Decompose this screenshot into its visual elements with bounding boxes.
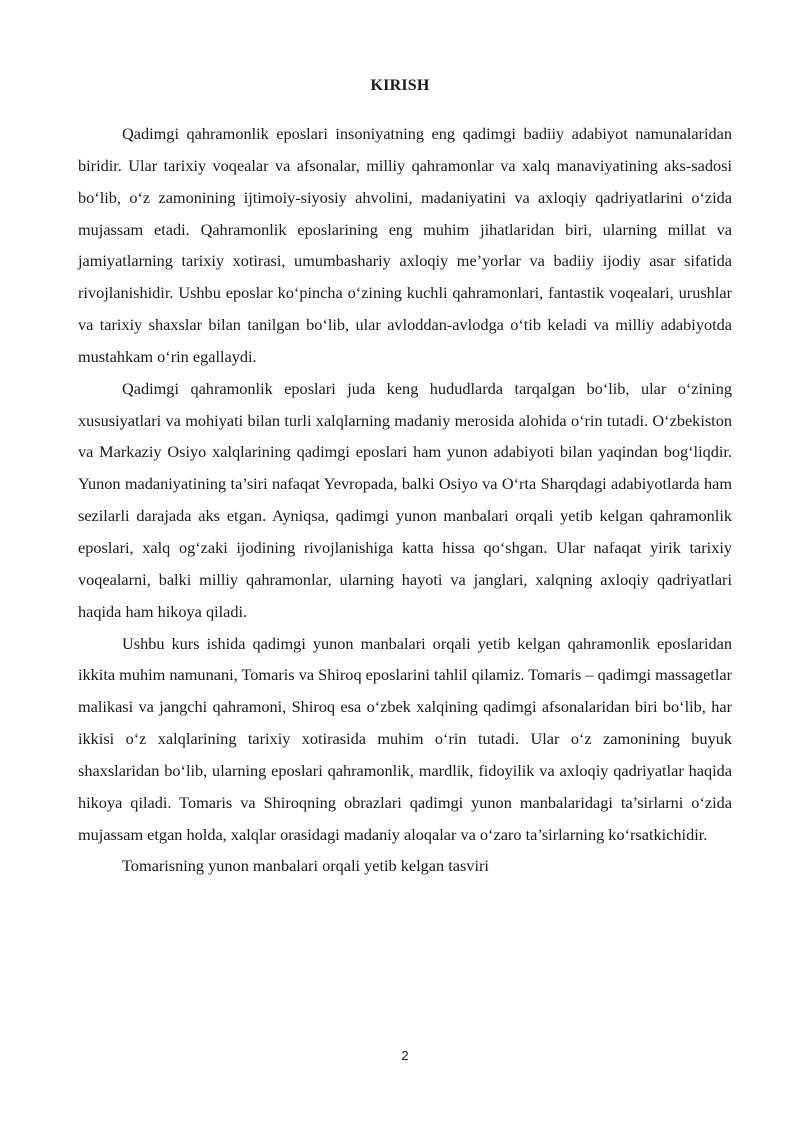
section-heading: KIRISH [370, 77, 430, 94]
paragraph-2: Qadimgi qahramonlik eposlari juda keng hududlarda tarqalgan bo‘lib, ular o‘zining xususiyatlari va mohiyati bilan turli xalqlarning madaniy merosida alohida o‘rin tutadi. O‘zbekiston va Markaziy Osiyo xalqlarining qadimgi eposlari ham yunon adabiyoti bilan yaqindan bog‘liqdir. Yunon madaniyatining ta’siri nafaqat Yevropada, balki Osiyo va O‘rta Sharqdagi adabiyotlarda ham sezilarli darajada aks etgan. Ayniqsa, qadimgi yunon manbalari orqali yetib kelgan qahramonlik eposlari, xalq og‘zaki ijodining rivojlanishiga katta hissa qo‘shgan. Ular nafaqat yirik tarixiy voqealarni, balki milliy qahramonlar, ularning hayoti va janglari, xalqning axloqiy qadriyatlari haqida ham hikoya qiladi. [78, 378, 732, 621]
paragraph-4: Tomarisning yunon manbalari orqali yetib kelgan tasviri [122, 856, 489, 876]
body-text [78, 118, 732, 882]
paragraph-3: Ushbu kurs ishida qadimgi yunon manbalari orqali yetib kelgan qahramonlik eposlaridan ikkita muhim namunani, Tomaris va Shiroq eposlarini tahlil qilamiz. Tomaris – qadimgi massagetlar malikasi va jangchi qahramoni, Shiroq esa o‘zbek xalqining qadimgi afsonalaridan biri bo‘lib, har ikkisi o‘z xalqlarining tarixiy xotirasida muhim o‘rin tutadi. Ular o‘z zamonining buyuk shaxslaridan bo‘lib, ularning eposlari qahramonlik, mardlik, fidoyilik va axloqiy qadriyatlar haqida hikoya qiladi. Tomaris va Shiroqning obrazlari qadimgi yunon manbalaridagi ta’sirlarni o‘zida mujassam etgan holda, xalqlar orasidagi madaniy aloqalar va o‘zaro ta’sirlarning ko‘rsatkichidir. [78, 633, 732, 844]
page-number: 2 [401, 1048, 409, 1063]
paragraph-1: Qadimgi qahramonlik eposlari insoniyatning eng qadimgi badiiy adabiyot namunalaridan biridir. Ular tarixiy voqealar va afsonalar, milliy qahramonlar va xalq manaviyatining aks-sadosi bo‘lib, o‘z zamonining ijtimoiy-siyosiy ahvolini, madaniyatini va axloqiy qadriyatlarini o‘zida mujassam etadi. Qahramonlik eposlarining eng muhim jihatlaridan biri, ularning millat va jamiyatlarning tarixiy xotirasi, umumbashariy axloqiy me’yorlar va badiiy ijodiy asar sifatida rivojlanishidir. Ushbu eposlar ko‘pincha o‘zining kuchli qahramonlari, fantastik voqealari, urushlar va tarixiy shaxslar bilan tanilgan bo‘lib, ular avloddan-avlodga o‘tib keladi va milliy adabiyotda mustahkam o‘rin egallaydi. [78, 124, 732, 366]
